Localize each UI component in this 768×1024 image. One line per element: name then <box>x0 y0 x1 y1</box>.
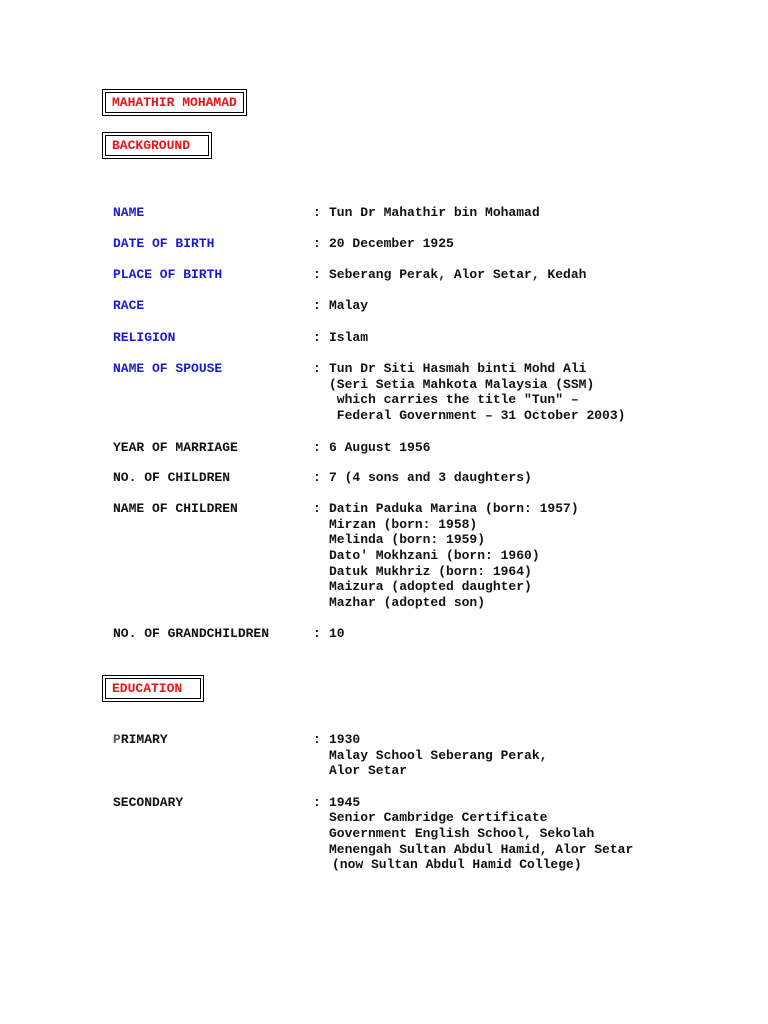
colon: : <box>313 732 321 747</box>
label-spouse: NAME OF SPOUSE <box>113 361 223 376</box>
value-primary-line: 1930 <box>329 732 361 747</box>
value-child: Maizura (adopted daughter) <box>329 579 532 594</box>
value-race: Malay <box>329 298 369 313</box>
education-heading: EDUCATION <box>105 678 201 699</box>
value-child: Mazhar (adopted son) <box>329 595 486 610</box>
colon: : <box>313 205 321 220</box>
label-pob: PLACE OF BIRTH <box>113 267 223 282</box>
label-religion: RELIGION <box>113 330 176 345</box>
colon: : <box>313 626 321 641</box>
label-grandchildren: NO. OF GRANDCHILDREN <box>113 626 270 641</box>
label-children-count: NO. OF CHILDREN <box>113 470 231 485</box>
label-secondary: SECONDARY <box>113 795 184 810</box>
value-pob: Seberang Perak, Alor Setar, Kedah <box>329 267 587 282</box>
value-dob: 20 December 1925 <box>329 236 454 251</box>
value-grandchildren: 10 <box>329 626 345 641</box>
colon: : <box>313 501 321 516</box>
colon: : <box>313 361 321 376</box>
background-heading-box <box>102 132 212 159</box>
colon: : <box>313 795 321 810</box>
value-child: Melinda (born: 1959) <box>329 532 486 547</box>
value-child: Datin Paduka Marina (born: 1957) <box>329 501 579 516</box>
value-spouse-line: Tun Dr Siti Hasmah binti Mohd Ali <box>329 361 587 376</box>
value-child: Dato' Mokhzani (born: 1960) <box>329 548 540 563</box>
background-heading: BACKGROUND <box>105 135 209 156</box>
value-primary-line: Malay School Seberang Perak, <box>329 748 548 763</box>
colon: : <box>313 470 321 485</box>
colon: : <box>313 330 321 345</box>
colon: : <box>313 440 321 455</box>
label-primary-first: P <box>113 732 121 747</box>
value-name: Tun Dr Mahathir bin Mohamad <box>329 205 540 220</box>
label-name: NAME <box>113 205 145 220</box>
value-spouse-line: which carries the title "Tun" – <box>329 392 579 407</box>
label-primary-rest: RIMARY <box>120 732 168 747</box>
value-secondary-line: (now Sultan Abdul Hamid College) <box>332 857 582 872</box>
document-title: MAHATHIR MOHAMAD <box>105 92 244 113</box>
value-children-count: 7 (4 sons and 3 daughters) <box>329 470 532 485</box>
value-marriage: 6 August 1956 <box>329 440 431 455</box>
value-religion: Islam <box>329 330 369 345</box>
colon: : <box>313 267 321 282</box>
label-dob: DATE OF BIRTH <box>113 236 215 251</box>
label-primary <box>113 732 168 748</box>
value-child: Mirzan (born: 1958) <box>329 517 478 532</box>
label-marriage: YEAR OF MARRIAGE <box>113 440 238 455</box>
value-secondary-line: Menengah Sultan Abdul Hamid, Alor Setar <box>329 842 634 857</box>
value-secondary-line: Senior Cambridge Certificate <box>329 810 548 825</box>
title-box <box>102 89 247 116</box>
value-spouse-line: (Seri Setia Mahkota Malaysia (SSM) <box>329 377 595 392</box>
colon: : <box>313 298 321 313</box>
label-children: NAME OF CHILDREN <box>113 501 238 516</box>
value-primary-line: Alor Setar <box>329 763 408 778</box>
value-child: Datuk Mukhriz (born: 1964) <box>329 564 532 579</box>
value-secondary-line: Government English School, Sekolah <box>329 826 595 841</box>
value-secondary-line: 1945 <box>329 795 361 810</box>
value-spouse-line: Federal Government – 31 October 2003) <box>329 408 626 423</box>
label-race: RACE <box>113 298 145 313</box>
education-heading-box <box>102 675 204 702</box>
colon: : <box>313 236 321 251</box>
